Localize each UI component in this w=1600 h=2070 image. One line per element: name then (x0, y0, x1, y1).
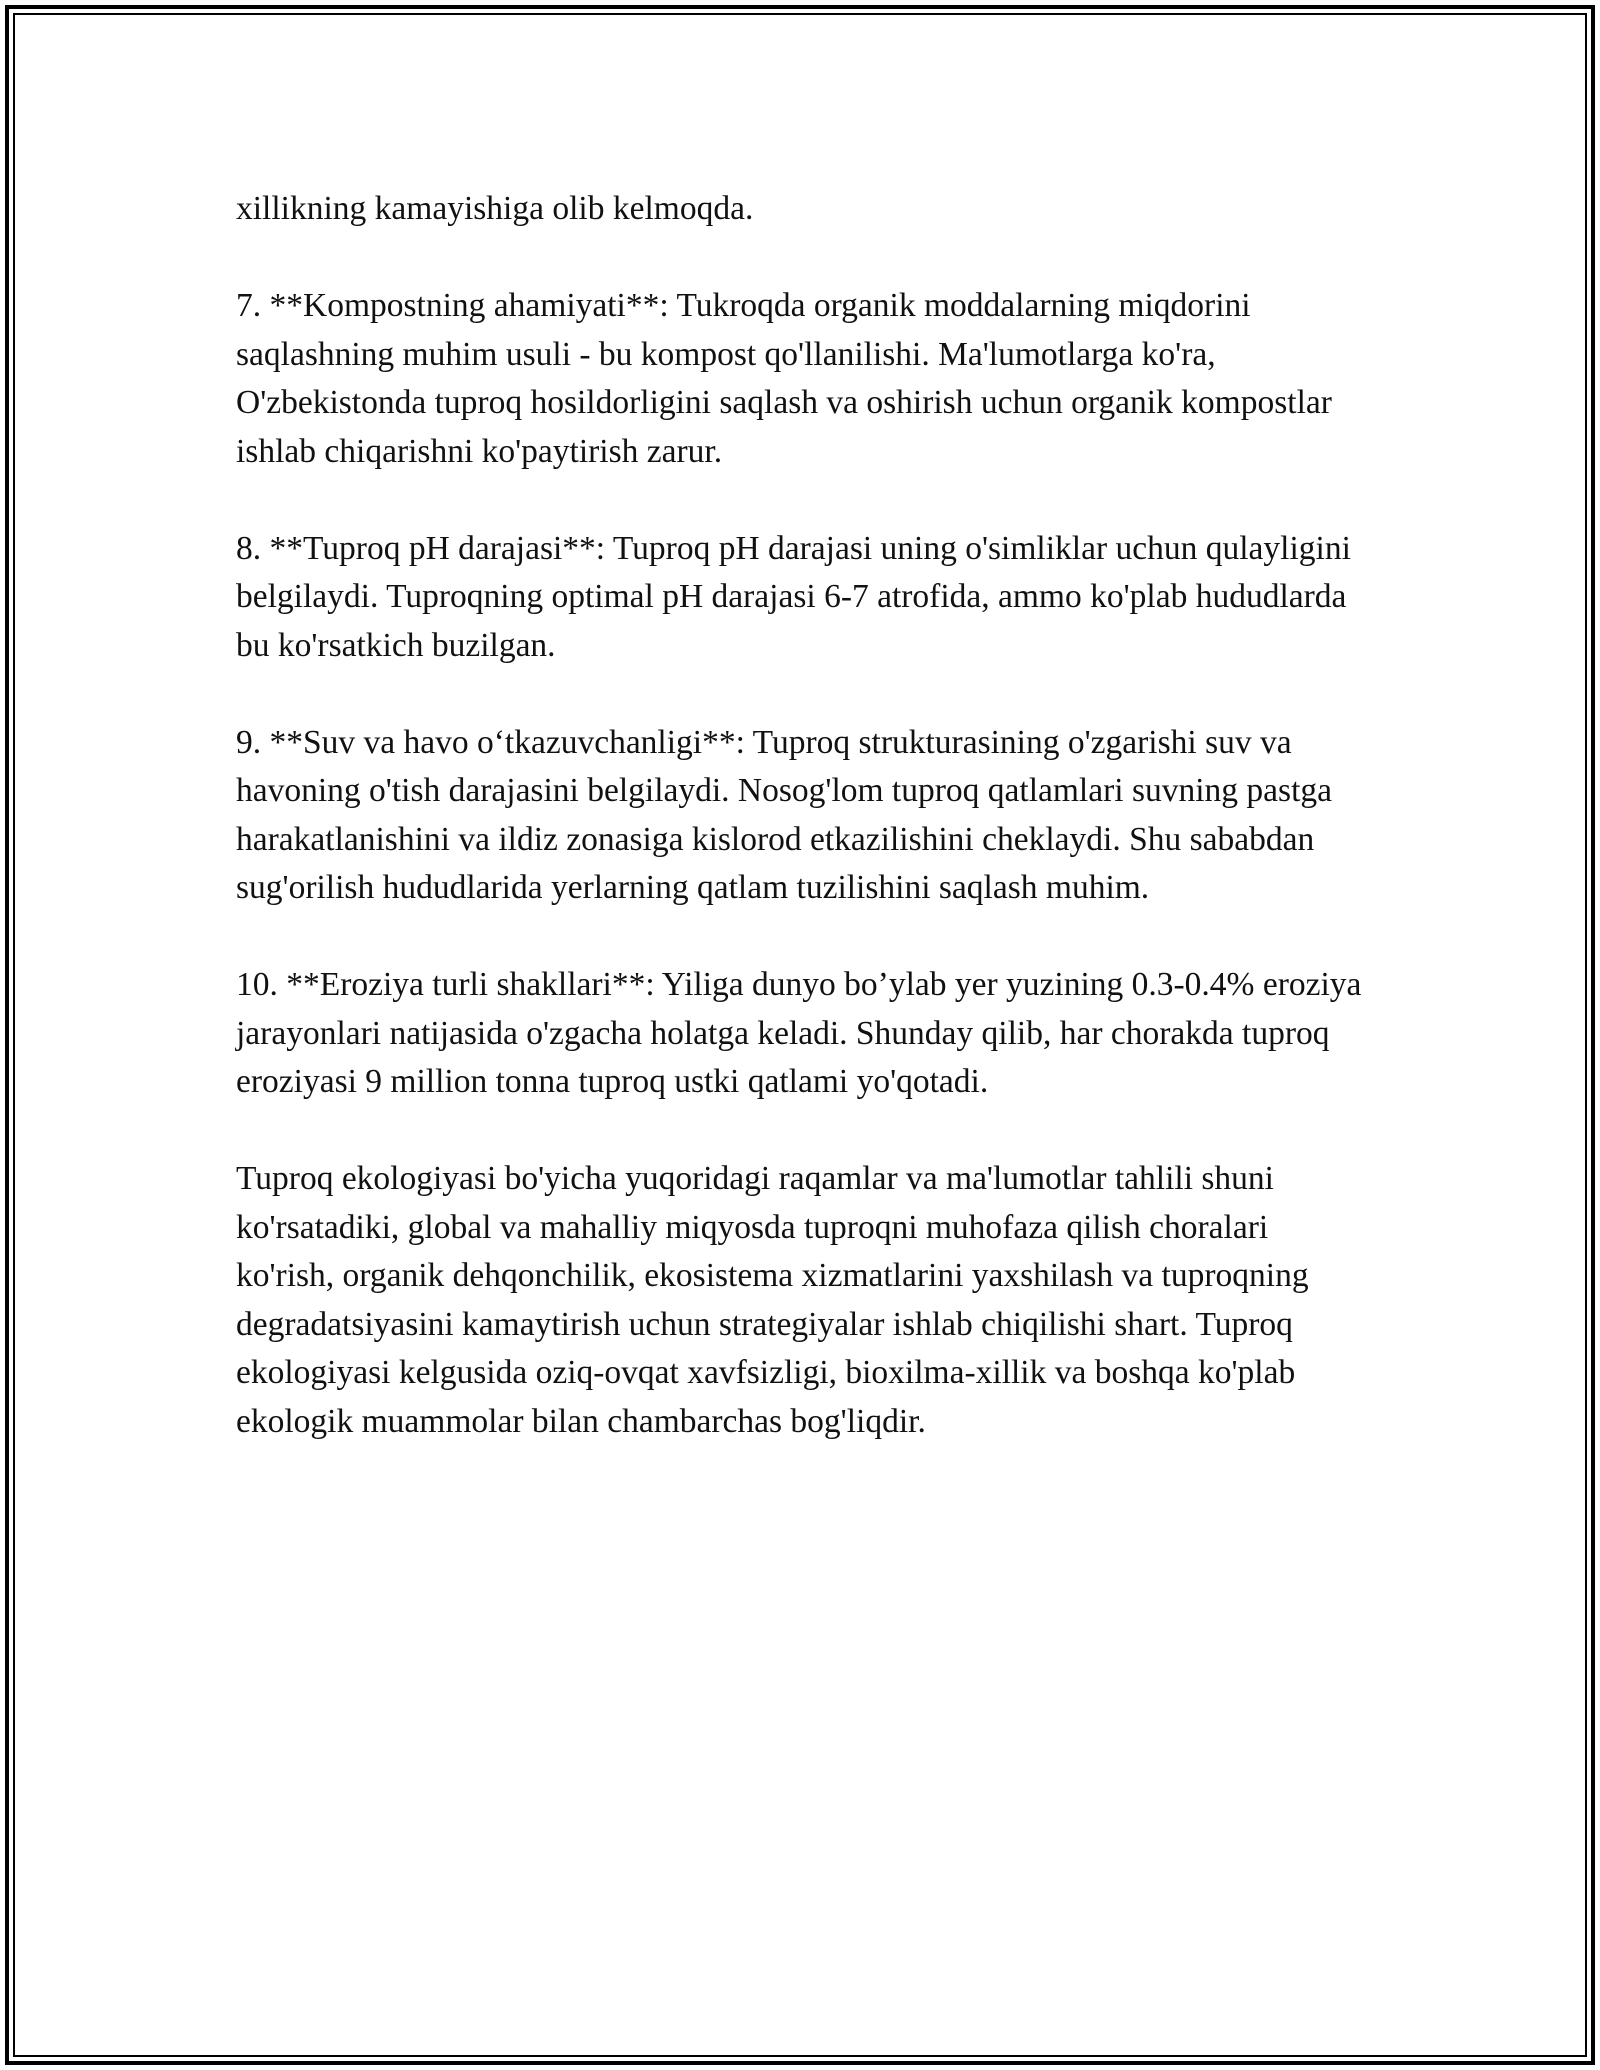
paragraph-item-9-permeability: 9. **Suv va havo o‘tkazuvchanligi**: Tuproq strukturasining o'zgarishi suv va havoning o'tish darajasini belgilaydi. Nosog'lom tuproq qatlamlari suvning pastga harakatlanishini va ildiz zonasiga kislorod etkazilishini cheklaydi. Shu sababdan sug'orilish hududlarida yerlarning qatlam tuzilishini saqlash muhim. (236, 723, 1332, 906)
paragraph-conclusion: Tuproq ekologiyasi bo'yicha yuqoridagi raqamlar va ma'lumotlar tahlili shuni ko'rsatadiki, global va mahalliy miqyosda tuproqni muhofaza qilish choralari ko'rish, organik dehqonchilik, ekosistema xizmatlarini yaxshilash va tuproqning degradatsiyasini kamaytirish uchun strategiyalar ishlab chiqilishi shart. Tuproq ekologiyasi kelgusida oziq-ovqat xavfsizligi, bioxilma-xillik va boshqa ko'plab ekologik muammolar bilan chambarchas bog'liqdir. (236, 1160, 1309, 1440)
paragraph-continuation: xillikning kamayishiga olib kelmoqda. (236, 190, 754, 227)
paragraph-item-8-ph: 8. **Tuproq pH darajasi**: Tuproq pH darajasi uning o'simliklar uchun qulayligini belgilaydi. Tuproqning optimal pH darajasi 6-7 atrofida, ammo ko'plab hududlarda bu ko'rsatkich buzilgan. (236, 529, 1351, 664)
paragraph-item-7-compost: 7. **Kompostning ahamiyati**: Tukroqda organik moddalarning miqdorini saqlashning muhim usuli - bu kompost qo'llanilishi. Ma'lumotlarga ko'ra, O'zbekistonda tuproq hosildorligini saqlash va oshirish uchun organik kompostlar ishlab chiqarishni ko'paytirish zarur. (236, 287, 1332, 470)
paragraph-item-10-erosion: 10. **Eroziya turli shakllari**: Yiliga dunyo bo’ylab yer yuzining 0.3-0.4% eroziya jarayonlari natijasida o'zgacha holatga keladi. Shunday qilib, har chorakda tuproq eroziyasi 9 million tonna tuproq ustki qatlami yo'qotadi. (236, 966, 1362, 1100)
document-body (236, 185, 1366, 1495)
